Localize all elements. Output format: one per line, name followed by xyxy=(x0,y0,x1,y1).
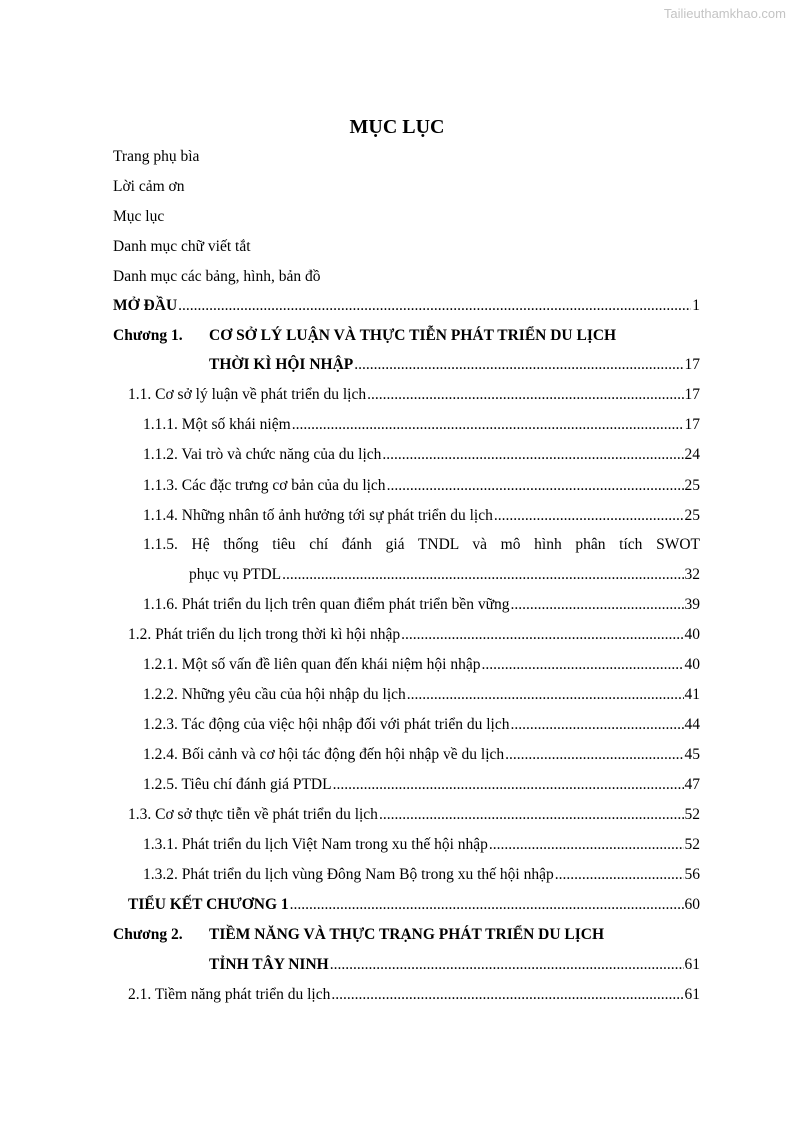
toc-entry-1-1-5-line1: 1.1.5. Hệ thống tiêu chí đánh giá TNDL và mô hình phân tích SWOT xyxy=(143,536,700,553)
toc-page: 47 xyxy=(684,776,700,793)
toc-label: 1.2. Phát triển du lịch trong thời kì hội nhập xyxy=(128,626,401,643)
toc-page: 61 xyxy=(684,956,700,973)
toc-page: 44 xyxy=(684,716,700,733)
toc-entry-1-1-2 xyxy=(143,446,700,464)
chapter-number: Chương 2. xyxy=(113,926,183,943)
leader-dots xyxy=(555,866,684,884)
leader-dots xyxy=(178,297,691,315)
toc-entry-1-2 xyxy=(128,626,700,644)
toc-page: 25 xyxy=(684,477,700,494)
toc-entry-1-2-3 xyxy=(143,716,700,734)
toc-label: 2.1. Tiềm năng phát triển du lịch xyxy=(128,986,331,1003)
toc-entry-1-3-1 xyxy=(143,836,700,854)
toc-entry-1-1-6 xyxy=(143,596,700,614)
toc-entry-1-1-1 xyxy=(143,416,700,434)
toc-label: 1.3. Cơ sở thực tiễn về phát triển du lịch xyxy=(128,806,378,823)
leader-dots xyxy=(489,836,684,854)
toc-entry-1-3 xyxy=(128,806,700,824)
toc-acknowledgement: Lời cảm ơn xyxy=(113,178,185,195)
toc-page: 60 xyxy=(684,896,700,913)
toc-page: 52 xyxy=(684,806,700,823)
toc-front-cover: Trang phụ bìa xyxy=(113,148,200,165)
toc-label: 1.3.2. Phát triển du lịch vùng Đông Nam Bộ trong xu thế hội nhập xyxy=(143,866,554,883)
leader-dots xyxy=(354,356,683,374)
leader-dots xyxy=(511,596,684,614)
toc-entry-1-3-2 xyxy=(143,866,700,884)
toc-chapter-1-heading xyxy=(113,327,616,345)
toc-label: THỜI KÌ HỘI NHẬP xyxy=(209,356,354,373)
toc-entry-chapter-2 xyxy=(209,956,700,974)
toc-entry-1-1-5 xyxy=(189,566,700,584)
toc-label: TIỂU KẾT CHƯƠNG 1 xyxy=(128,896,289,913)
leader-dots xyxy=(333,776,684,794)
toc-page: 32 xyxy=(684,566,700,583)
toc-label: 1.2.2. Những yêu cầu của hội nhập du lịch xyxy=(143,686,406,703)
toc-label: 1.2.3. Tác động của việc hội nhập đối với phát triển du lịch xyxy=(143,716,510,733)
toc-label: TỈNH TÂY NINH xyxy=(209,956,329,973)
toc-entry-1-1-3 xyxy=(143,477,700,495)
leader-dots xyxy=(401,626,683,644)
chapter-title: CƠ SỞ LÝ LUẬN VÀ THỰC TIỄN PHÁT TRIỂN DU LỊCH xyxy=(209,327,617,344)
toc-page: 25 xyxy=(684,507,700,524)
toc-entry-1-2-2 xyxy=(143,686,700,704)
page-title: MỤC LỤC xyxy=(349,116,445,138)
toc-abbreviations: Danh mục chữ viết tắt xyxy=(113,238,251,255)
toc-entry-chapter-1-summary xyxy=(128,896,700,914)
toc-label: 1.1.1. Một số khái niệm xyxy=(143,416,291,433)
toc-label: MỞ ĐẦU xyxy=(113,297,178,314)
toc-page: 56 xyxy=(684,866,700,883)
leader-dots xyxy=(292,416,684,434)
leader-dots xyxy=(282,566,683,584)
toc-page: 1 xyxy=(692,297,700,314)
toc-entry-chapter-1 xyxy=(209,356,700,374)
toc-page: 41 xyxy=(684,686,700,703)
toc-page: 17 xyxy=(684,416,700,433)
leader-dots xyxy=(482,656,684,674)
leader-dots xyxy=(331,986,683,1004)
leader-dots xyxy=(387,477,684,495)
toc-page: 61 xyxy=(684,986,700,1003)
toc-entry-1-1-4 xyxy=(143,507,700,525)
toc-page: 40 xyxy=(684,626,700,643)
toc-label: 1.1.2. Vai trò và chức năng của du lịch xyxy=(143,446,382,463)
toc-page: 45 xyxy=(684,746,700,763)
toc-label: 1.2.4. Bối cảnh và cơ hội tác động đến hội nhập về du lịch xyxy=(143,746,505,763)
toc-entry-1-1 xyxy=(128,386,700,404)
toc-label: 1.1.4. Những nhân tố ảnh hưởng tới sự phát triển du lịch xyxy=(143,507,493,524)
toc-label: 1.1.3. Các đặc trưng cơ bản của du lịch xyxy=(143,477,386,494)
leader-dots xyxy=(290,896,684,914)
toc-page: 17 xyxy=(684,356,700,373)
toc-entry-1-2-1 xyxy=(143,656,700,674)
toc-page: 39 xyxy=(684,596,700,613)
toc-label: 1.1.6. Phát triển du lịch trên quan điểm phát triển bền vững xyxy=(143,596,510,613)
leader-dots xyxy=(379,806,684,824)
toc-chapter-2-heading xyxy=(113,926,604,944)
toc-page: 24 xyxy=(684,446,700,463)
leader-dots xyxy=(382,446,683,464)
toc-page: 40 xyxy=(684,656,700,673)
toc-entry-mo-dau xyxy=(113,297,700,315)
chapter-title: TIỀM NĂNG VÀ THỰC TRẠNG PHÁT TRIỂN DU LỊCH xyxy=(209,926,605,943)
toc-contents: Mục lục xyxy=(113,208,165,225)
toc-label: 1.1. Cơ sở lý luận về phát triển du lịch xyxy=(128,386,367,403)
toc-label: 1.3.1. Phát triển du lịch Việt Nam trong xu thế hội nhập xyxy=(143,836,488,853)
toc-page: 17 xyxy=(684,386,700,403)
leader-dots xyxy=(367,386,683,404)
leader-dots xyxy=(505,746,683,764)
leader-dots xyxy=(494,507,684,525)
chapter-number: Chương 1. xyxy=(113,327,183,344)
leader-dots xyxy=(407,686,684,704)
toc-entry-1-2-5 xyxy=(143,776,700,794)
toc-page: 52 xyxy=(684,836,700,853)
toc-label: 1.2.1. Một số vấn đề liên quan đến khái niệm hội nhập xyxy=(143,656,481,673)
toc-label: 1.2.5. Tiêu chí đánh giá PTDL xyxy=(143,776,332,793)
toc-label: phục vụ PTDL xyxy=(189,566,282,583)
toc-entry-2-1 xyxy=(128,986,700,1004)
toc-entry-1-2-4 xyxy=(143,746,700,764)
watermark: Tailieuthamkhao.com xyxy=(663,6,786,21)
leader-dots xyxy=(330,956,684,974)
toc-figures-list: Danh mục các bảng, hình, bản đồ xyxy=(113,268,321,285)
leader-dots xyxy=(510,716,683,734)
